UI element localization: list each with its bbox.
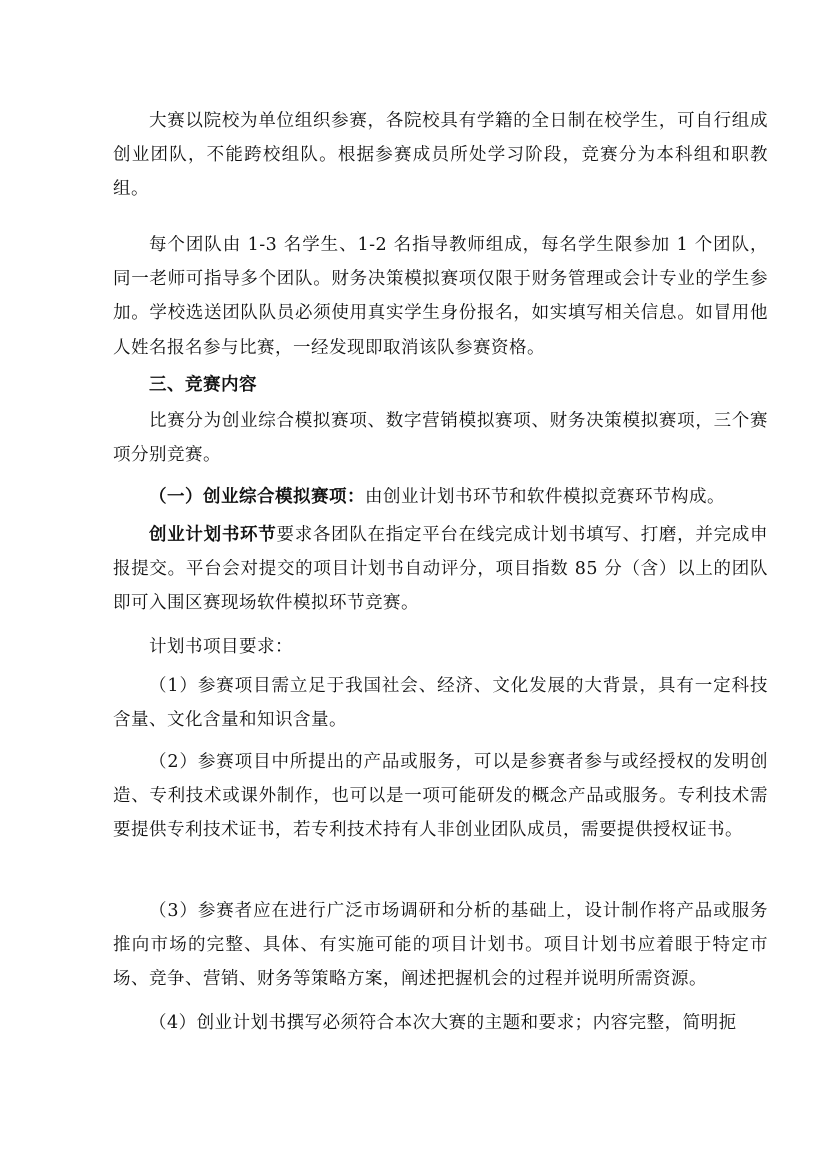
paragraph-competition-overview: 比赛分为创业综合模拟赛项、数字营销模拟赛项、财务决策模拟赛项，三个赛项分别竞赛。 (113, 411, 768, 466)
list-item-requirement-2: （2）参赛项目中所提出的产品或服务，可以是参赛者参与或经授权的发明创造、专利技术或课外制作，也可以是一项可能研发的概念产品或服务。专利技术需要提供专利技术证书，若专利技术持有人非创业团队成员，需要提供授权证书。 (113, 752, 768, 841)
paragraph-business-plan-stage (113, 518, 768, 621)
paragraph-lead-term: 创业计划书环节 (149, 525, 277, 545)
paragraph-team-composition: 每个团队由 1-3 名学生、1-2 名指导教师组成，每名学生限参加 1 个团队，同一老师可指导多个团队。财务决策模拟赛项仅限于财务管理或会计专业的学生参加。学校选送团队队员必须使用真实学生身份报名，如实填写相关信息。如冒用他人姓名报名参与比赛，一经发现即取消该队参赛资格。 (113, 235, 768, 358)
subsection-heading: （一）创业综合模拟赛项： (149, 487, 365, 507)
list-item-requirement-4: （4）创业计划书撰写必须符合本次大赛的主题和要求；内容完整，简明扼 (149, 1013, 737, 1033)
subsection-entrepreneurship-simulation (113, 480, 768, 514)
paragraph-participation: 大赛以院校为单位组织参赛，各院校具有学籍的全日制在校学生，可自行组成创业团队，不能跨校组队。根据参赛成员所处学习阶段，竞赛分为本科组和职教组。 (113, 111, 768, 200)
paragraph-plan-requirements-intro: 计划书项目要求： (149, 637, 293, 657)
list-item-requirement-3: （3）参赛者应在进行广泛市场调研和分析的基础上，设计制作将产品或服务推向市场的完整、具体、有实施可能的项目计划书。项目计划书应着眼于特定市场、竞争、营销、财务等策略方案，阐述把握机会的过程并说明所需资源。 (113, 901, 768, 990)
paragraph-body: 要求各团队在指定平台在线完成计划书填写、打磨，并完成申报提交。平台会对提交的项目计划书自动评分，项目指数 85 分（含）以上的团队即可入围区赛现场软件模拟环节竞赛。 (113, 525, 768, 614)
subsection-text: 由创业计划书环节和软件模拟竞赛环节构成。 (365, 487, 725, 507)
section-heading-competition-content: 三、竞赛内容 (149, 375, 257, 395)
list-item-requirement-1: （1）参赛项目需立足于我国社会、经济、文化发展的大背景，具有一定科技含量、文化含量和知识含量。 (113, 676, 768, 731)
